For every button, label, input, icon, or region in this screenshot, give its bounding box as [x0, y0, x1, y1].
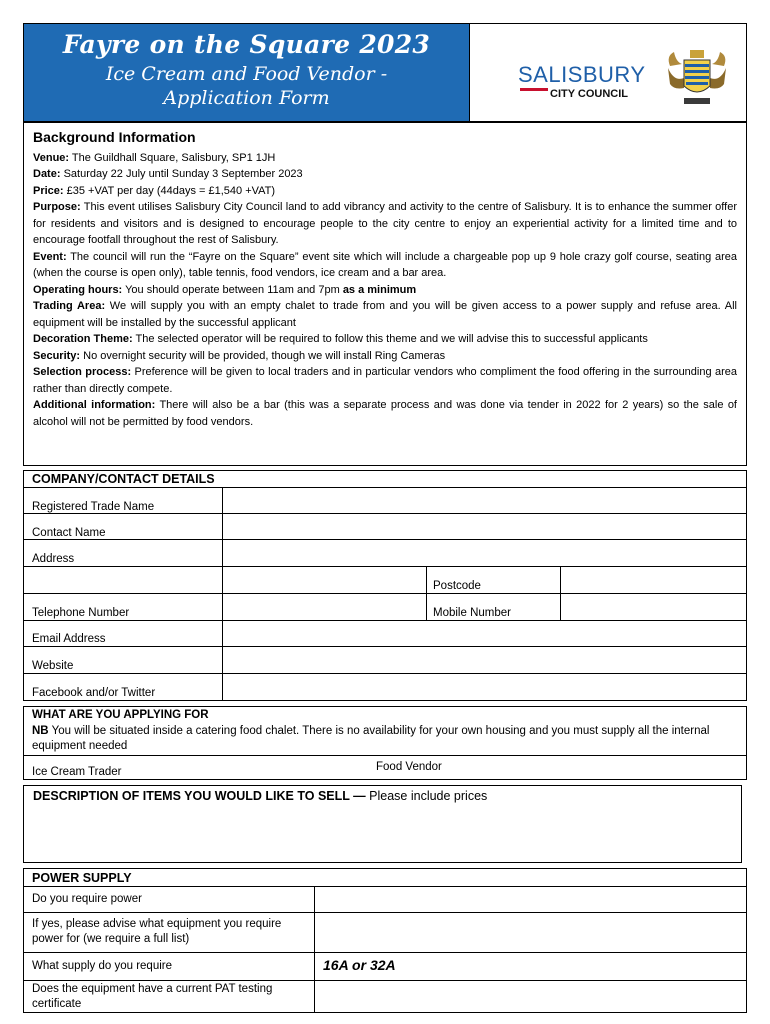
selection-process-text: Preference will be given to local traders and in particular vendors who compliment the food offering in the surrounding area rather than directly compete. — [33, 366, 737, 395]
company-details-heading: COMPANY/CONTACT DETAILS — [32, 472, 215, 486]
decoration-theme-line — [33, 331, 737, 348]
additional-info-text: There will also be a bar (this was a separate process and was done via tender in 2022 for 2 years) so the sale of alcohol will not be permitted by food vendors. — [33, 399, 737, 428]
price-line — [33, 183, 737, 200]
decoration-theme-label: Decoration Theme: — [33, 333, 133, 345]
postcode-row — [23, 566, 747, 594]
price-text: £35 +VAT per day (44days = £1,540 +VAT) — [63, 184, 276, 197]
social-label: Facebook and/or Twitter — [32, 687, 156, 699]
city-crest-icon — [664, 48, 730, 110]
email-field[interactable] — [222, 621, 746, 646]
power-required-row — [23, 886, 747, 913]
form-title-banner — [23, 23, 470, 122]
mobile-field[interactable] — [560, 594, 746, 620]
social-row — [23, 673, 747, 701]
additional-info-line — [33, 397, 737, 430]
address-field-line2[interactable] — [24, 567, 222, 593]
applying-for-note — [32, 724, 738, 754]
applying-for-section — [23, 706, 747, 756]
form-subtitle-line1: Ice Cream and Food Vendor - — [105, 63, 388, 85]
trading-area-line — [33, 298, 737, 331]
logo-accent-line — [520, 88, 548, 91]
nb-label: NB — [32, 725, 49, 737]
decoration-theme-text: The selected operator will be required to follow this theme and we will advise this to successful applicants — [132, 333, 648, 345]
security-label: Security: — [33, 349, 81, 362]
postcode-label-cell — [426, 567, 560, 593]
postcode-label: Postcode — [433, 580, 481, 592]
equipment-list-field[interactable] — [314, 913, 746, 952]
security-line — [33, 348, 737, 365]
telephone-label: Telephone Number — [32, 607, 130, 619]
event-text: The council will run the “Fayre on the Square” event site which will include a chargeable pop up 9 hole crazy golf course, seating area (when the course is open only), table tennis, food vendors, ice cream and a bar area. — [33, 250, 737, 279]
trading-area-label: Trading Area: — [33, 300, 106, 312]
address-label: Address — [32, 553, 75, 565]
background-information-section — [23, 122, 747, 466]
event-line — [33, 249, 737, 282]
date-text: Saturday 22 July until Sunday 3 September 2023 — [60, 168, 303, 180]
pat-testing-label: Does the equipment have a current PAT testing certificate — [32, 983, 273, 1010]
company-details-header — [23, 470, 747, 488]
contact-name-label: Contact Name — [32, 527, 106, 539]
items-description-field[interactable] — [23, 785, 742, 863]
operating-hours-line — [33, 282, 737, 299]
supply-type-label: What supply do you require — [32, 960, 172, 972]
operating-hours-label: Operating hours: — [33, 283, 123, 296]
event-label: Event: — [33, 250, 67, 263]
power-supply-header — [23, 868, 747, 887]
email-row — [23, 620, 747, 647]
venue-line — [33, 150, 737, 167]
power-required-field[interactable] — [314, 887, 746, 912]
address-field-line3[interactable] — [222, 567, 426, 593]
telephone-row — [23, 593, 747, 621]
event-title: Fayre on the Square 2023 — [62, 30, 431, 59]
address-field-line1[interactable] — [222, 540, 746, 566]
ice-cream-trader-option[interactable]: Ice Cream Trader — [32, 766, 122, 778]
description-hint: Please include prices — [365, 789, 488, 803]
purpose-line — [33, 199, 737, 249]
website-row — [23, 646, 747, 674]
logo-subtitle: CITY COUNCIL — [550, 88, 629, 100]
description-heading: DESCRIPTION OF ITEMS YOU WOULD LIKE TO SELL — — [33, 789, 366, 803]
selection-process-line — [33, 364, 737, 397]
date-label: Date: — [33, 168, 61, 180]
trade-name-field[interactable] — [222, 488, 746, 513]
date-line — [33, 166, 737, 183]
telephone-field[interactable] — [222, 594, 426, 620]
equipment-list-row — [23, 912, 747, 953]
logo-name: SALISBURY — [518, 62, 646, 87]
supply-type-value: 16A or 32A — [323, 957, 396, 973]
background-heading: Background Information — [33, 129, 196, 145]
social-field[interactable] — [222, 674, 746, 700]
form-subtitle-line2: Application Form — [163, 87, 330, 109]
purpose-text: This event utilises Salisbury City Council land to add vibrancy and activity to the centre of Salisbury. It is to enhance the summer offer for residents and visitors and is designed to encourage people to the city centre to enjoy an experiential activity for a limited time and to encourage footfall throughout the rest of Salisbury. — [33, 201, 737, 246]
council-logo — [469, 23, 747, 122]
supply-type-field[interactable] — [314, 953, 746, 980]
trade-name-row — [23, 487, 747, 514]
email-label: Email Address — [32, 633, 106, 645]
operating-hours-text: You should operate between 11am and 7pm — [122, 283, 343, 296]
applying-for-heading: WHAT ARE YOU APPLYING FOR — [32, 709, 209, 721]
contact-name-row — [23, 513, 747, 540]
postcode-field[interactable] — [560, 567, 746, 593]
additional-info-label: Additional information: — [33, 399, 156, 411]
selection-process-label: Selection process: — [33, 366, 132, 378]
pat-testing-field[interactable] — [314, 981, 746, 1012]
address-row — [23, 539, 747, 567]
venue-text: The Guildhall Square, Salisbury, SP1 1JH — [69, 151, 276, 164]
trade-name-label: Registered Trade Name — [32, 501, 155, 513]
purpose-label: Purpose: — [33, 201, 81, 213]
venue-label: Venue: — [33, 151, 70, 164]
security-text: No overnight security will be provided, though we will install Ring Cameras — [80, 349, 446, 362]
pat-testing-row — [23, 980, 747, 1013]
operating-hours-emphasis: as a minimum — [342, 283, 417, 296]
contact-name-field[interactable] — [222, 514, 746, 539]
trading-area-text: We will supply you with an empty chalet to trade from and you will be given access to a power supply and refuse area. All equipment will be installed by the successful applicant — [33, 300, 737, 329]
price-label: Price: — [33, 184, 64, 197]
supply-type-row — [23, 952, 747, 981]
power-supply-heading: POWER SUPPLY — [32, 871, 132, 885]
mobile-label: Mobile Number — [433, 607, 511, 619]
nb-text: You will be situated inside a catering food chalet. There is no availability for your own housing and you must supply all the internal equipment needed — [32, 725, 710, 752]
website-field[interactable] — [222, 647, 746, 673]
applying-options-row — [23, 755, 747, 780]
food-vendor-option[interactable]: Food Vendor — [376, 761, 442, 773]
equipment-list-label: If yes, please advise what equipment you require power for (we require a full list) — [32, 918, 282, 945]
power-required-label: Do you require power — [32, 893, 142, 905]
website-label: Website — [32, 660, 74, 672]
